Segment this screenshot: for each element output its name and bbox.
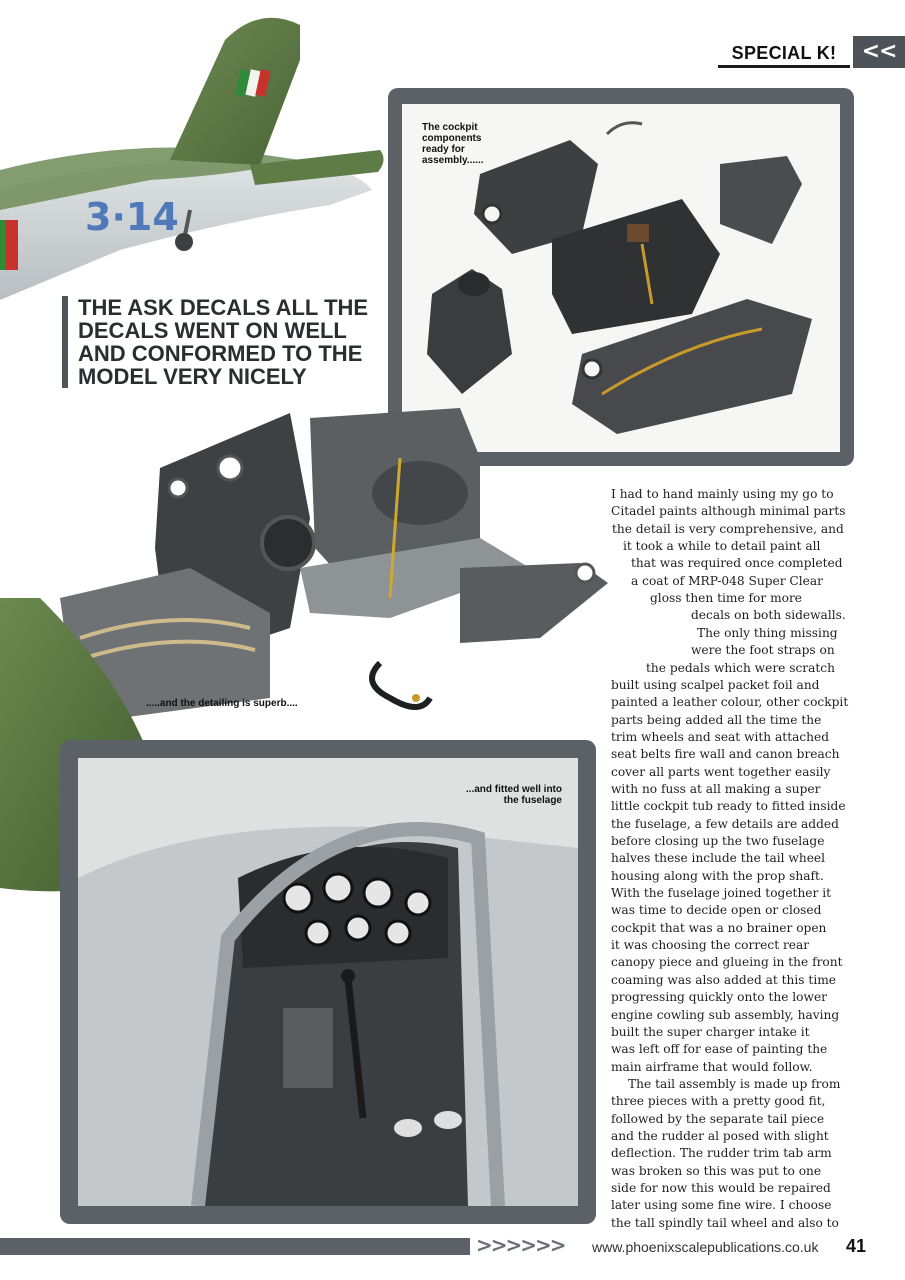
body-line: With the fuselage joined together it xyxy=(611,886,831,901)
body-line: The tail assembly is made up from xyxy=(628,1076,841,1091)
fuselage-cockpit-illustration xyxy=(78,758,578,1206)
body-line: painted a leather colour, other cockpit xyxy=(611,695,849,710)
body-line: the pedals which were scratch xyxy=(646,660,835,675)
body-line: it took a while to detail paint all xyxy=(623,539,821,554)
body-line: progressing quickly onto the lower xyxy=(611,990,827,1005)
body-line: was broken so this was put to one xyxy=(611,1163,822,1178)
body-line: Citadel paints although minimal parts xyxy=(611,504,846,519)
body-line: deflection. The rudder trim tab arm xyxy=(611,1146,832,1161)
body-line: trim wheels and seat with attached xyxy=(611,729,830,744)
body-line: were the foot straps on xyxy=(691,643,835,658)
body-line: followed by the separate tail piece xyxy=(611,1111,825,1126)
body-line: decals on both sidewalls. xyxy=(691,608,846,623)
body-line: I had to hand mainly using my go to xyxy=(611,487,834,501)
body-line: coaming was also added at this time xyxy=(611,972,836,987)
body-line: it was choosing the correct rear xyxy=(611,938,810,953)
body-line: parts being added all the time the xyxy=(611,712,822,727)
body-line: gloss then time for more xyxy=(650,591,803,606)
body-line: main airframe that would follow. xyxy=(611,1059,813,1074)
fuselage-cockpit-photo xyxy=(78,758,578,1206)
body-line: with no fuss at all making a super xyxy=(611,781,821,796)
body-line: little cockpit tub ready to fitted inside xyxy=(611,799,846,814)
fuselage-code: 3·14 xyxy=(85,195,179,239)
body-line: cover all parts went together easily xyxy=(611,764,831,779)
body-line: canopy piece and glueing in the front xyxy=(611,955,843,970)
body-line: and the rudder al posed with slight xyxy=(611,1128,829,1143)
body-line: engine cowling sub assembly, having xyxy=(611,1007,840,1022)
body-line: three pieces with a pretty good fit, xyxy=(611,1094,826,1109)
body-line: built the super charger intake it xyxy=(611,1024,810,1039)
body-line: cockpit that was a no brainer open xyxy=(611,920,827,935)
body-line: seat belts fire wall and canon breach xyxy=(611,747,840,762)
body-line: side for now this would be repaired xyxy=(611,1181,831,1195)
footer-url: www.phoenixscalepublications.co.uk xyxy=(592,1239,819,1255)
hero-aircraft-photo xyxy=(0,0,390,300)
body-line: the tall spindly tail wheel and also to xyxy=(611,1215,839,1230)
body-line: was time to decide open or closed xyxy=(611,903,822,918)
body-line: a coat of MRP-048 Super Clear xyxy=(631,573,823,588)
body-line: before closing up the two fuselage xyxy=(611,834,825,848)
body-line: the fuselage, a few details are added xyxy=(611,816,839,831)
body-line: halves these include the tail wheel xyxy=(611,851,826,866)
body-line: was left off for ease of painting the xyxy=(611,1042,828,1057)
footer-chevrons-icon: >>>>>> xyxy=(476,1233,565,1257)
page-number: 41 xyxy=(846,1236,867,1256)
pull-quote: THE ASK DECALS ALL THE DECALS WENT ON WELL AND CONFORMED TO THE MODEL VERY NICELY xyxy=(62,296,372,388)
caption-cockpit-components: The cockpit components ready for assembly...... xyxy=(422,122,484,166)
body-line: housing along with the prop shaft. xyxy=(611,868,824,883)
body-line: that was required once completed xyxy=(631,556,843,571)
body-line: the detail is very comprehensive, and xyxy=(612,521,844,536)
back-chevrons-icon: << xyxy=(853,36,905,68)
caption-detailing: .....and the detailing is superb.... xyxy=(146,698,298,709)
photo-frame-fuselage xyxy=(60,740,596,1224)
body-line: The only thing missing xyxy=(697,625,838,640)
footer-bar xyxy=(0,1238,470,1255)
body-line: later using some fine wire. I choose xyxy=(611,1198,832,1213)
caption-fitted: ...and fitted well into the fuselage xyxy=(465,784,562,806)
section-tag: SPECIAL K! xyxy=(718,38,850,68)
body-line: built using scalpel packet foil and xyxy=(611,677,820,692)
